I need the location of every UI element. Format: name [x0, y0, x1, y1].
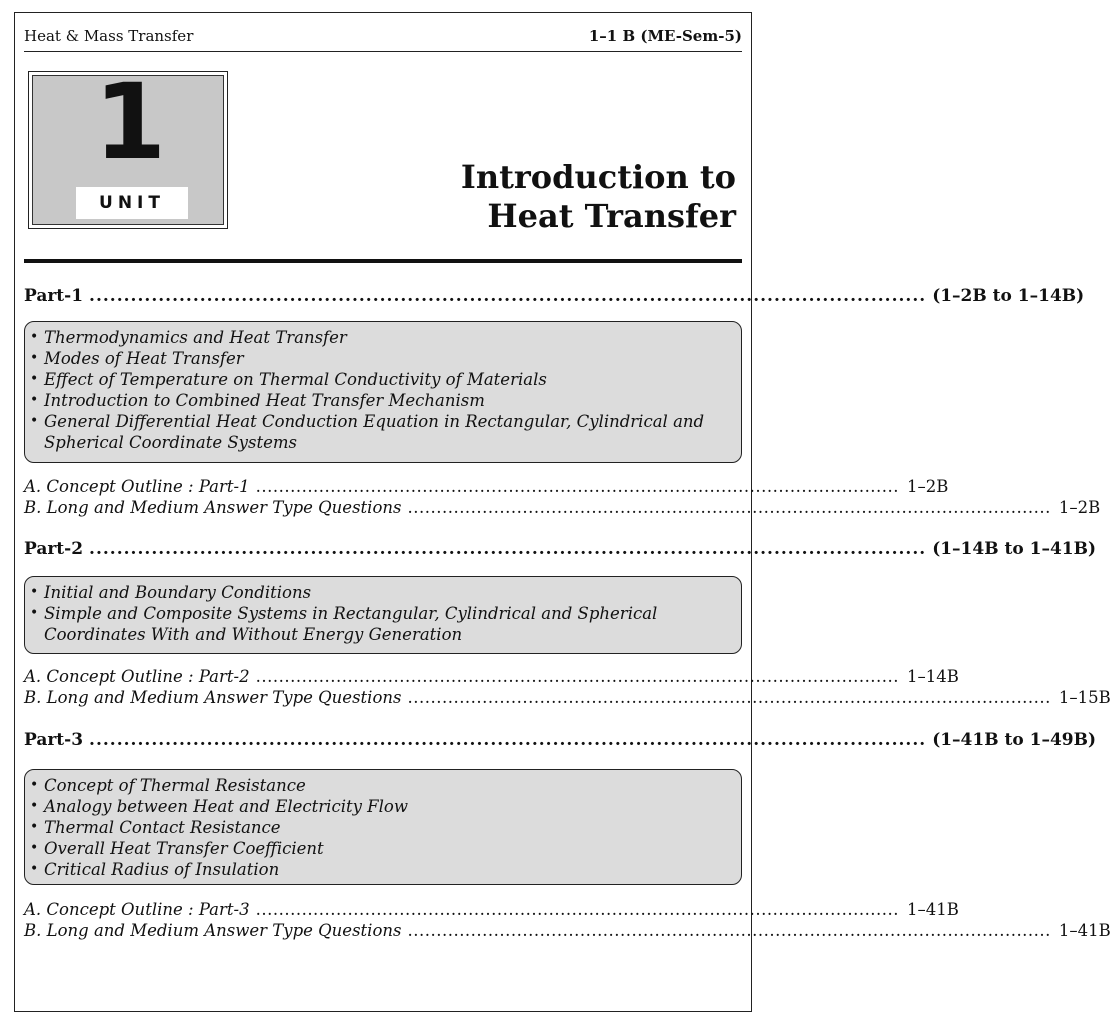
page-code: 1–1 B (ME-Sem-5)	[588, 27, 742, 45]
unit-badge	[28, 61, 228, 229]
chapter-title-line-1: Introduction to	[460, 158, 736, 196]
topic-item: • Analogy between Heat and Electricity Flow	[30, 797, 408, 816]
topic-item: • Concept of Thermal Resistance	[30, 776, 306, 795]
part-3-heading[interactable]	[24, 730, 1097, 754]
part-2-heading[interactable]	[24, 539, 1097, 563]
part-1-questions[interactable]	[24, 498, 1101, 519]
outline-label: A. Concept Outline : Part-3	[24, 900, 250, 919]
outline-page: 1–2B	[1058, 498, 1101, 517]
leader-dots: ................................................................................................................	[407, 688, 1051, 707]
topic-item: • Simple and Composite Systems in Rectangular, Cylindrical and Spherical Coordinates With and Without Energy Generation	[30, 604, 658, 644]
part-1-heading[interactable]	[24, 286, 1085, 310]
leader-dots: .........................................................................................................................	[89, 286, 927, 306]
unit-badge-panel	[32, 61, 224, 225]
leader-dots: ................................................................................................................	[255, 667, 900, 686]
part-2-concept-outline[interactable]	[24, 667, 959, 688]
topic-item: • Initial and Boundary Conditions	[30, 583, 312, 602]
topic-item: • Modes of Heat Transfer	[30, 349, 244, 368]
topic-item: • Thermodynamics and Heat Transfer	[30, 328, 347, 347]
part-label: Part-2	[24, 539, 84, 559]
leader-dots: ................................................................................................................	[407, 498, 1051, 517]
outline-page: 1–41B	[1058, 921, 1111, 940]
outline-page: 1–41B	[907, 900, 959, 919]
part-page-range: (1–2B to 1–14B)	[932, 286, 1085, 306]
leader-dots: ................................................................................................................	[407, 921, 1051, 940]
topic-item: • General Differential Heat Conduction Equation in Rectangular, Cylindrical and Spherical Coordinate Systems	[30, 412, 705, 452]
part-label: Part-1	[24, 286, 84, 306]
header-divider	[24, 51, 742, 52]
chapter-title	[461, 158, 736, 236]
topic-item: • Critical Radius of Insulation	[30, 860, 280, 879]
part-page-range: (1–41B to 1–49B)	[932, 730, 1097, 750]
unit-label: UNIT	[76, 187, 188, 219]
book-title: Heat & Mass Transfer	[24, 27, 194, 45]
chapter-title-line-2: Heat Transfer	[487, 197, 736, 235]
part-2-topics	[24, 576, 742, 654]
leader-dots: .........................................................................................................................	[89, 730, 927, 750]
outline-label: A. Concept Outline : Part-2	[24, 667, 250, 686]
part-3-questions[interactable]	[24, 921, 1111, 942]
leader-dots: ................................................................................................................	[255, 477, 900, 496]
running-header	[24, 24, 742, 48]
title-divider	[24, 259, 742, 263]
leader-dots: .........................................................................................................................	[89, 539, 927, 559]
outline-page: 1–2B	[907, 477, 949, 496]
outline-page: 1–15B	[1058, 688, 1111, 707]
outline-label: B. Long and Medium Answer Type Questions	[24, 498, 402, 517]
unit-number: 1	[93, 61, 163, 183]
part-3-topics	[24, 769, 742, 885]
topic-item: • Overall Heat Transfer Coefficient	[30, 839, 324, 858]
outline-label: B. Long and Medium Answer Type Questions	[24, 688, 402, 707]
topic-item: • Effect of Temperature on Thermal Conductivity of Materials	[30, 370, 547, 389]
topic-item: • Introduction to Combined Heat Transfer Mechanism	[30, 391, 485, 410]
topic-item: • Thermal Contact Resistance	[30, 818, 281, 837]
part-1-concept-outline[interactable]	[24, 477, 949, 498]
outline-label: B. Long and Medium Answer Type Questions	[24, 921, 402, 940]
part-page-range: (1–14B to 1–41B)	[932, 539, 1097, 559]
outline-label: A. Concept Outline : Part-1	[24, 477, 250, 496]
outline-page: 1–14B	[907, 667, 959, 686]
part-1-topics	[24, 321, 742, 463]
part-2-questions[interactable]	[24, 688, 1111, 709]
leader-dots: ................................................................................................................	[255, 900, 900, 919]
part-label: Part-3	[24, 730, 84, 750]
part-3-concept-outline[interactable]	[24, 900, 959, 921]
